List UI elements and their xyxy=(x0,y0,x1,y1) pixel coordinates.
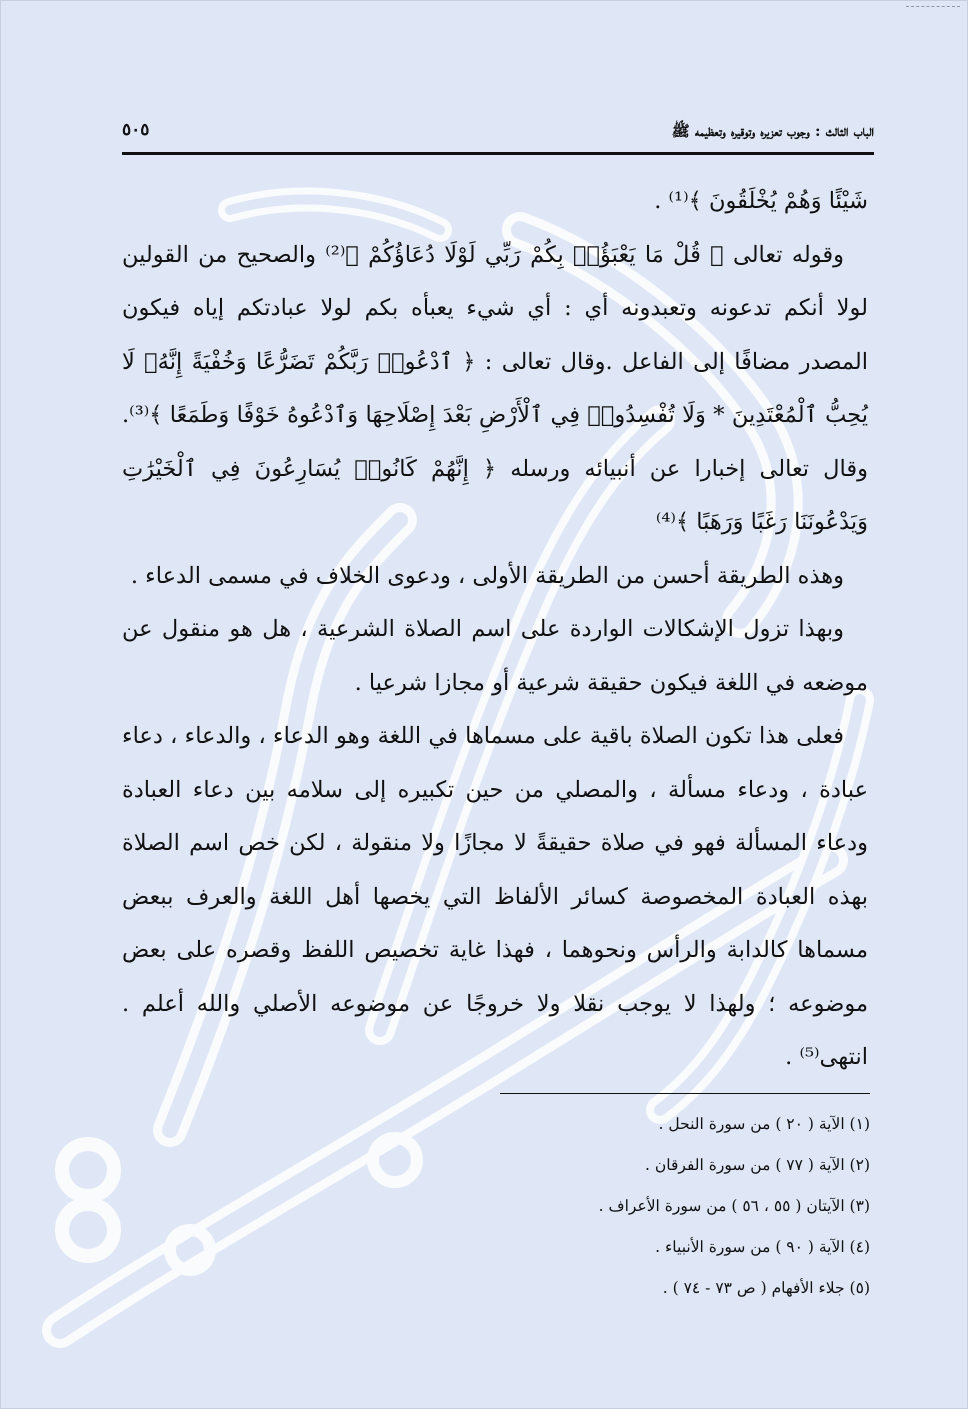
running-header xyxy=(122,118,874,150)
footnote-1: (١) الآية ( ٢٠ ) من سورة النحل . xyxy=(658,1115,870,1133)
footnote-2: (٢) الآية ( ٧٧ ) من سورة الفرقان . xyxy=(645,1156,870,1174)
header-rule xyxy=(122,152,874,155)
footnote-3: (٣) الآيتان ( ٥٥ ، ٥٦ ) من سورة الأعراف . xyxy=(598,1197,870,1215)
paragraph-conclusion: فعلى هذا تكون الصلاة باقية على مسماها في اللغة وهو الدعاء ، والدعاء ، دعاء عبادة ، ودعاء مسألة ، والمصلي من حين تكبيره إلى سلامه بين دعاء العبادة ودعاء المسألة فهو في صلاة حقيقةً لا مجازًا ولا منقولة ، لكن خص اسم الصلاة بهذه العبادة المخصوصة كسائر الألفاظ التي يخصها أهل اللغة والعرف ببعض مسماها كالدابة والرأس ونحوهما ، فهذا غاية تخصيص اللفظ وقصره على بعض موضوعه ؛ ولهذا لا يوجب نقلا ولا خروجًا عن موضوعه الأصلي والله أعلم . انتهى⁽⁵⁾ . xyxy=(122,723,868,1070)
paragraph-quran-quotes: وقوله تعالى ﴿ قُلْ مَا يَعْبَؤُا۟ بِكُمْ رَبِّي لَوْلَا دُعَاؤُكُمْ ﴾⁽²⁾ والصحيح من القولين لولا أنكم تدعونه وتعبدونه أي : أي شيء يعبأه بكم لولا عبادتكم إياه فيكون المصدر مضافًا إلى الفاعل .وقال تعالى : ﴿ ٱدْعُوا۟ رَبَّكُمْ تَضَرُّعًا وَخُفْيَةً إِنَّهُۥ لَا يُحِبُّ ٱلْمُعْتَدِينَ * وَلَا تُفْسِدُوا۟ فِي ٱلْأَرْضِ بَعْدَ إِصْلَاحِهَا وَٱدْعُوهُ خَوْفًا وَطَمَعًا ﴾⁽³⁾. وقال تعالى إخبارا عن أنبيائه ورسله ﴿ إِنَّهُمْ كَانُوا۟ يُسَارِعُونَ فِي ٱلْخَيْرَٰتِ وَيَدْعُونَنَا رَغَبًا وَرَهَبًا ﴾⁽⁴⁾ xyxy=(122,241,868,535)
main-text xyxy=(122,175,868,1085)
paragraph-method: وهذه الطريقة أحسن من الطريقة الأولى ، ودعوى الخلاف في مسمى الدعاء . xyxy=(130,562,844,589)
footnote-4: (٤) الآية ( ٩٠ ) من سورة الأنبياء . xyxy=(655,1238,870,1256)
paragraph-problems: وبهذا تزول الإشكالات الواردة على اسم الصلاة الشرعية ، هل هو منقول عن موضعه في اللغة فيكون حقيقة شرعية أو مجازا شرعيا . xyxy=(122,616,868,696)
footnotes xyxy=(380,1104,870,1309)
chapter-title: الباب الثالث : وجوب تعزيره وتوقيره وتعظيمه ﷺ xyxy=(671,122,874,140)
page-number: ٥٠٥ xyxy=(122,120,150,140)
paragraph-verse-end: شَيْئًا وَهُمْ يُخْلَقُونَ ﴾⁽¹⁾ . xyxy=(654,188,868,214)
footnote-rule xyxy=(500,1093,870,1094)
footnote-5: (٥) جلاء الأفهام ( ص ٧٣ - ٧٤ ) . xyxy=(662,1279,870,1297)
